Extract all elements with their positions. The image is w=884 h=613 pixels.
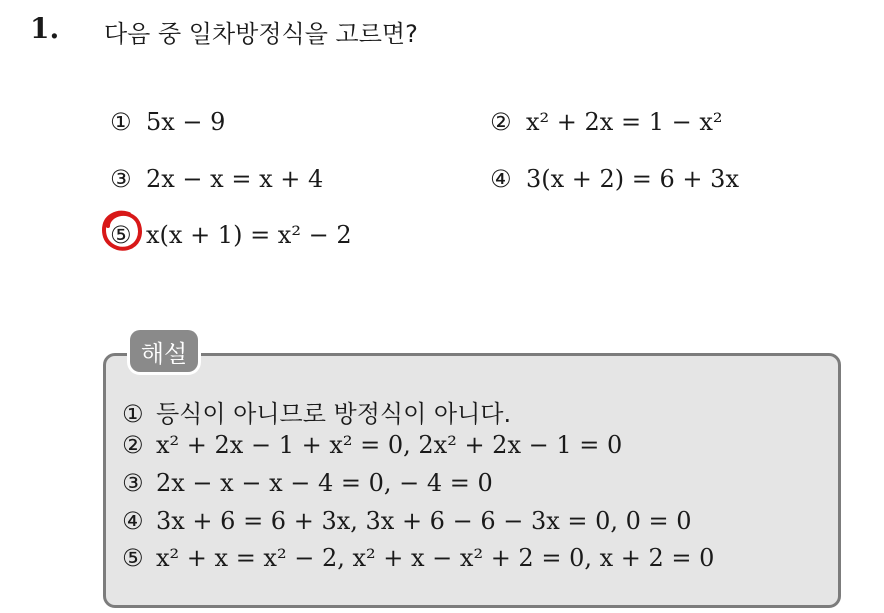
explanation-line-1-text: 등식이 아니므로 방정식이 아니다. xyxy=(156,400,512,428)
choice-3-expression: 2x − x = x + 4 xyxy=(146,165,324,193)
choice-1-expression: 5x − 9 xyxy=(146,108,226,136)
explanation-line-3-text: 2x − x − x − 4 = 0, − 4 = 0 xyxy=(156,469,493,497)
question-number: 1. xyxy=(30,12,60,45)
choice-1-mark: ① xyxy=(110,108,132,136)
explanation-line-4-mark: ④ xyxy=(122,507,144,535)
explanation-line-5-mark: ⑤ xyxy=(122,544,144,572)
explanation-line-3-mark: ③ xyxy=(122,469,144,497)
explanation-line-4 xyxy=(122,507,692,535)
explanation-line-2 xyxy=(122,431,622,459)
explanation-line-1-mark: ① xyxy=(122,400,144,428)
answer-circle-mark xyxy=(99,208,145,254)
explanation-line-3 xyxy=(122,469,493,497)
choice-2-expression: x² + 2x = 1 − x² xyxy=(526,108,723,136)
choice-3[interactable] xyxy=(110,165,323,193)
choice-3-mark: ③ xyxy=(110,165,132,193)
choice-5[interactable] xyxy=(110,221,352,249)
choice-5-expression: x(x + 1) = x² − 2 xyxy=(146,221,352,249)
question-text: 다음 중 일차방정식을 고르면? xyxy=(104,20,418,48)
choice-4-expression: 3(x + 2) = 6 + 3x xyxy=(526,165,739,193)
choice-1[interactable] xyxy=(110,108,225,136)
explanation-line-2-mark: ② xyxy=(122,431,144,459)
choice-5-mark: ⑤ xyxy=(110,221,132,249)
choice-4-mark: ④ xyxy=(490,165,512,193)
explanation-line-1 xyxy=(122,394,511,429)
choice-2[interactable] xyxy=(490,108,723,136)
explanation-line-5 xyxy=(122,544,714,572)
explanation-line-2-text: x² + 2x − 1 + x² = 0, 2x² + 2x − 1 = 0 xyxy=(156,431,623,459)
explanation-line-4-text: 3x + 6 = 6 + 3x, 3x + 6 − 6 − 3x = 0, 0 = 0 xyxy=(156,507,692,535)
explanation-line-5-text: x² + x = x² − 2, x² + x − x² + 2 = 0, x + 2 = 0 xyxy=(156,544,715,572)
explanation-title-tag: 해설 xyxy=(130,330,198,372)
choice-2-mark: ② xyxy=(490,108,512,136)
choice-4[interactable] xyxy=(490,165,739,193)
